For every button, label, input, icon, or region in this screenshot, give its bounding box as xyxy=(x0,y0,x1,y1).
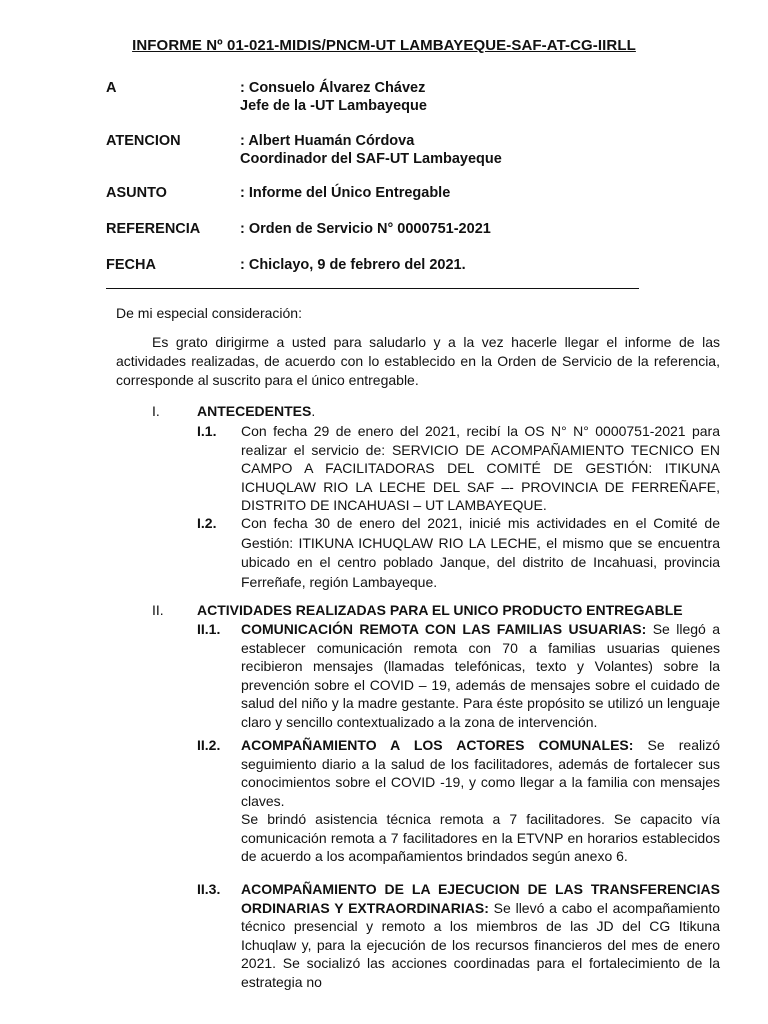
item-number: II.3. xyxy=(197,881,221,897)
header-value-line2: Coordinador del SAF-UT Lambayeque xyxy=(240,151,502,167)
item-number: I.2. xyxy=(197,515,217,531)
header-value: : Chiclayo, 9 de febrero del 2021. xyxy=(240,257,466,273)
item-text: Se llegó a establecer comunicación remota con 70 a familias usuarias quienes recibieron mensajes (llamadas telefónicas, texto y Volantes) sobre la prevención sobre el COVID – 19, además de mensajes sobre el cuidado de salud del niño y la madre gestante. Para éste propósito se utilizó un lenguaje claro y sencillo contextualizado a la zona de intervención. xyxy=(241,621,720,730)
header-value-line2: Jefe de la -UT Lambayeque xyxy=(240,98,427,114)
section-number: I. xyxy=(152,403,160,419)
header-label: A xyxy=(106,80,117,96)
header-label: ATENCION xyxy=(106,133,181,149)
intro-paragraph: Es grato dirigirme a usted para saludarlo y a la vez hacerle llegar el informe de las actividades realizadas, de acuerdo con lo establecido en la Orden de Servicio de la referencia, corresponde al suscrito para el único entregable. xyxy=(116,334,720,388)
section-title: ACTIVIDADES REALIZADAS PARA EL UNICO PRODUCTO ENTREGABLE xyxy=(197,602,683,618)
header-value: : Albert Huamán Córdova xyxy=(240,133,415,149)
item-text: Con fecha 30 de enero del 2021, inicié mis actividades en el Comité de Gestión: ITIKUNA ICHUQLAW RIO LA LECHE, el mismo que se encuentra ubicado en el centro poblado Janque, del distrito de Incahuasi, provincia Ferreñafe, región Lambayeque. xyxy=(241,515,720,590)
header-value: : Informe del Único Entregable xyxy=(240,185,451,201)
item-number: II.2. xyxy=(197,737,221,753)
item-number: II.1. xyxy=(197,621,221,637)
item-text-continued: Se brindó asistencia técnica remota a 7 facilitadores. Se capacito vía comunicación remota a 7 facilitadores en la ETVNP en horarios establecidos de acuerdo a los acompañamientos brindados según anexo 6. xyxy=(241,811,720,864)
header-value: : Consuelo Álvarez Chávez xyxy=(240,80,426,96)
header-label: REFERENCIA xyxy=(106,221,201,237)
greeting: De mi especial consideración: xyxy=(116,305,302,321)
item-bold-lead: ACOMPAÑAMIENTO DE LA EJECUCION DE LAS TRANSFERENCIAS ORDINARIAS Y EXTRAORDINARIAS: xyxy=(241,881,720,916)
report-title: INFORME Nº 01-021-MIDIS/PNCM-UT LAMBAYEQUE-SAF-AT-CG-IIRLL xyxy=(132,37,636,54)
header-value: : Orden de Servicio N° 0000751-2021 xyxy=(240,221,491,237)
section-title: ANTECEDENTES xyxy=(197,403,312,419)
header-label: ASUNTO xyxy=(106,185,167,201)
list-item xyxy=(197,620,720,731)
section-number: II. xyxy=(152,602,164,618)
list-item xyxy=(197,880,720,991)
section-title-suffix: . xyxy=(311,403,316,419)
header-divider xyxy=(106,288,639,289)
item-bold-lead: ACOMPAÑAMIENTO A LOS ACTORES COMUNALES: xyxy=(241,737,634,753)
list-item xyxy=(197,514,720,592)
item-text: Con fecha 29 de enero del 2021, recibí la OS N° N° 0000751-2021 para realizar el servicio de: SERVICIO DE ACOMPAÑAMIENTO TECNICO EN CAMPO A FACILITADORAS DEL COMITÉ DE GESTIÓN: ITIKUNA ICHUQLAW RIO LA LECHE DEL SAF –- PROVINCIA DE FERREÑAFE, DISTRITO DE INCAHUASI – UT LAMBAYEQUE. xyxy=(241,423,720,513)
item-text: Se realizó seguimiento diario a la salud de los facilitadores, además de fortalecer sus conocimientos sobre el COVID -19, y como llegar a la familia con mensajes claves. xyxy=(241,737,720,809)
item-bold-lead: COMUNICACIÓN REMOTA CON LAS FAMILIAS USUARIAS: xyxy=(241,621,647,637)
list-item xyxy=(197,736,720,866)
header-label: FECHA xyxy=(106,257,156,273)
item-number: I.1. xyxy=(197,423,217,439)
item-text: Se llevó a cabo el acompañamiento técnico presencial y remoto a los miembros de las JD del CG Itikuna Ichuqlaw y, para la ejecución de los recursos financieros del mes de enero 2021. Se socializó las acciones coordinadas para el fortalecimiento de la estrategia no xyxy=(241,899,720,990)
list-item xyxy=(197,422,720,515)
